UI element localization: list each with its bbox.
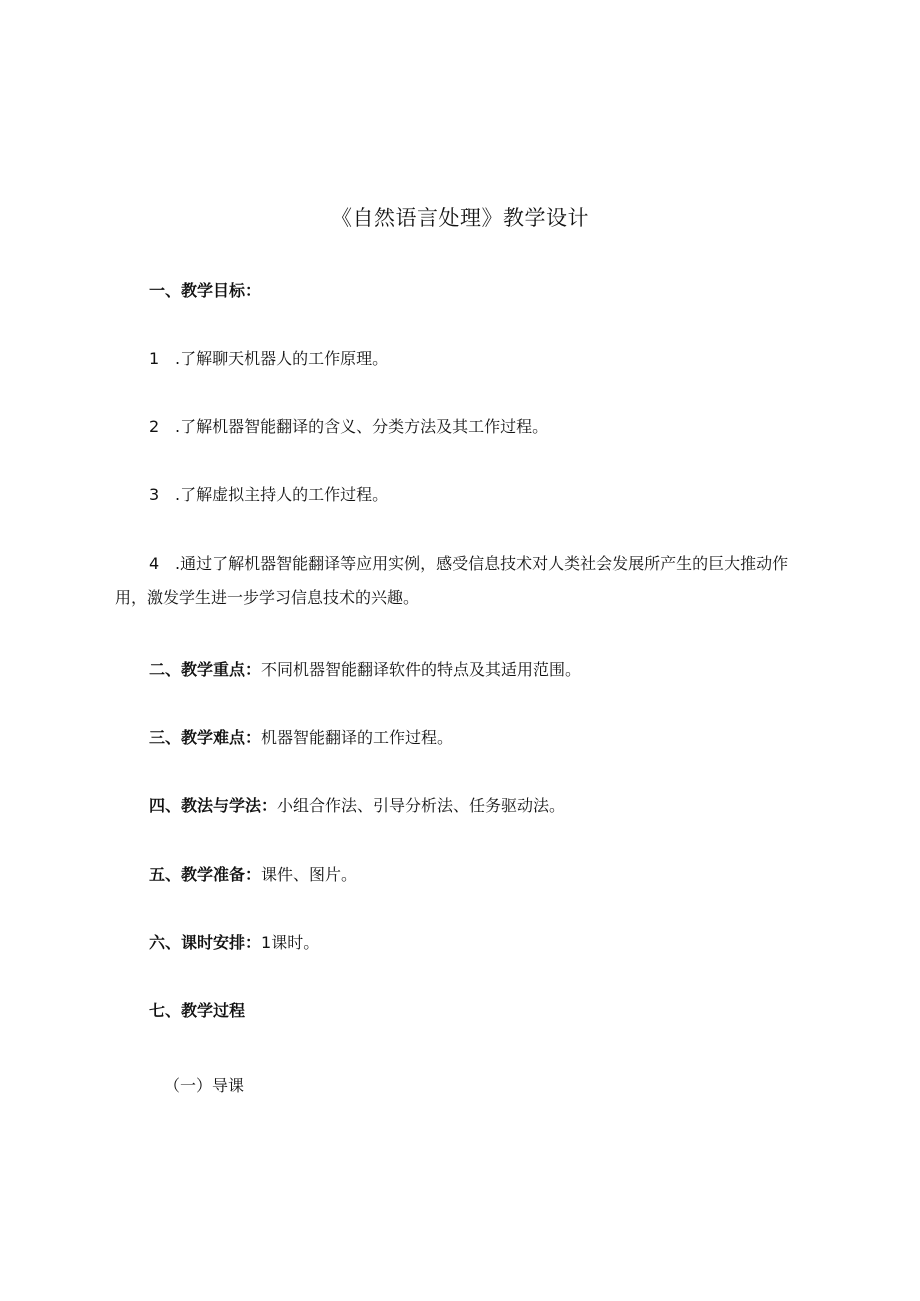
objective-number: 1 [149, 349, 160, 368]
objective-item-4 [115, 547, 815, 615]
section-text: 1课时。 [261, 933, 320, 952]
objective-text: .了解虚拟主持人的工作过程。 [175, 485, 389, 504]
section-text: 课件、图片。 [261, 865, 358, 884]
objective-item-1 [149, 348, 388, 370]
objective-number: 4 [149, 554, 160, 573]
subsection-intro: （一）导课 [164, 1076, 245, 1095]
objective-item-3 [149, 484, 388, 506]
section-preparation [149, 864, 357, 886]
section-difficulties [149, 727, 453, 749]
section-heading: 二、教学重点： [149, 660, 262, 679]
section-heading: 三、教学难点： [149, 728, 262, 747]
section-heading: 五、教学准备： [149, 865, 262, 884]
section-schedule [149, 932, 319, 954]
objective-number: 3 [149, 485, 160, 504]
objective-text: .了解机器智能翻译的含义、分类方法及其工作过程。 [175, 417, 549, 436]
section-key-points [149, 659, 581, 681]
section-heading-objectives: 一、教学目标： [149, 281, 262, 300]
objective-text: .通过了解机器智能翻译等应用实例，感受信息技术对人类社会发展所产生的巨大推动作用，激发学生进一步学习信息技术的兴趣。 [115, 554, 789, 607]
document-title: 《自然语言处理》教学设计 [331, 206, 589, 230]
section-heading: 四、教法与学法： [149, 796, 278, 815]
objective-item-2 [149, 416, 548, 438]
section-heading-process: 七、教学过程 [149, 1001, 246, 1020]
section-heading: 六、课时安排： [149, 933, 262, 952]
section-text: 机器智能翻译的工作过程。 [261, 728, 454, 747]
objective-number: 2 [149, 417, 160, 436]
objective-text: .了解聊天机器人的工作原理。 [175, 349, 389, 368]
section-methods [149, 795, 565, 817]
section-text: 不同机器智能翻译软件的特点及其适用范围。 [261, 660, 582, 679]
section-text: 小组合作法、引导分析法、任务驱动法。 [277, 796, 566, 815]
